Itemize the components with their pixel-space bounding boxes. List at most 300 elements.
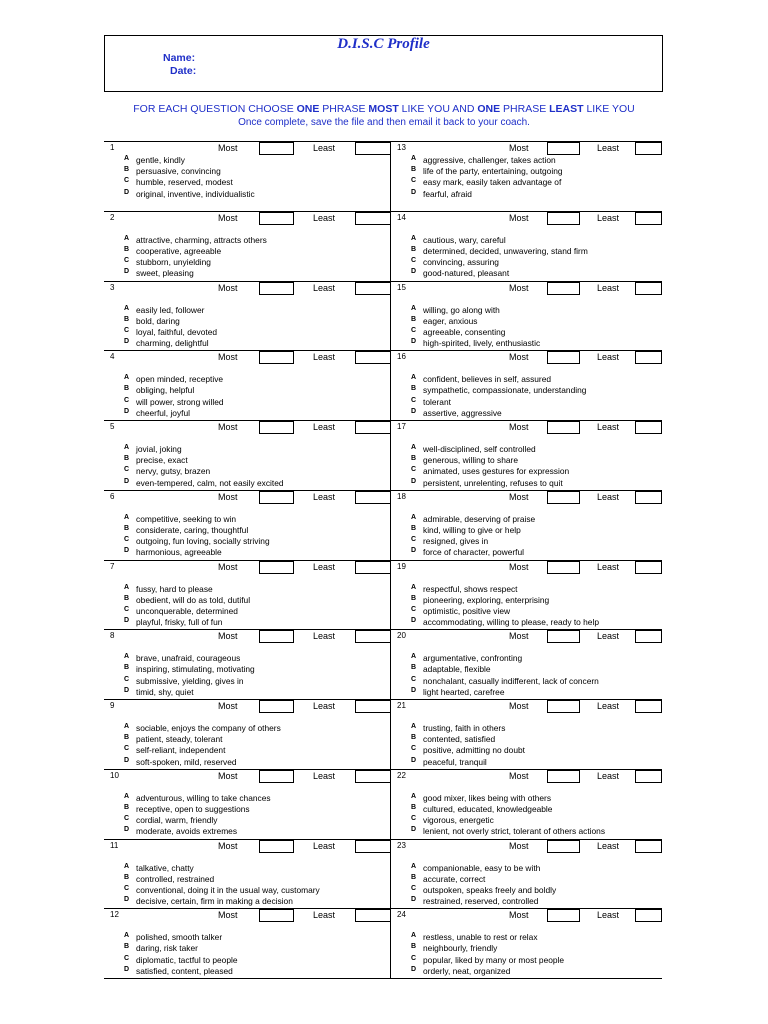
option-text: force of character, powerful: [423, 547, 525, 558]
option-item: [124, 617, 250, 628]
option-item: [411, 189, 563, 200]
options-list: [124, 235, 267, 280]
option-text: easy mark, easily taken advantage of: [423, 177, 562, 188]
option-text: eager, anxious: [423, 315, 478, 326]
least-answer-field[interactable]: [635, 561, 662, 574]
most-answer-field[interactable]: [547, 421, 580, 434]
question-number: 16: [397, 352, 406, 362]
most-answer-field[interactable]: [259, 630, 294, 643]
option-item: [124, 653, 255, 664]
least-answer-field[interactable]: [635, 630, 662, 643]
least-answer-field[interactable]: [355, 421, 391, 434]
least-answer-field[interactable]: [635, 282, 662, 295]
question-block: [391, 491, 662, 561]
most-answer-field[interactable]: [547, 700, 580, 713]
option-item: [411, 874, 556, 885]
option-item: [124, 525, 270, 536]
most-answer-field[interactable]: [547, 142, 580, 155]
option-letter: D: [124, 826, 130, 834]
question-block: [391, 630, 662, 700]
option-item: [411, 687, 599, 698]
option-item: [124, 235, 267, 246]
option-text: conventional, doing it in the usual way, customary: [136, 884, 320, 895]
least-label: Least: [313, 770, 336, 781]
most-label: Most: [218, 352, 238, 363]
most-answer-field[interactable]: [259, 840, 294, 853]
question-number: 10: [110, 770, 119, 780]
option-letter: B: [124, 315, 130, 323]
question-block: [104, 421, 391, 491]
option-item: [124, 466, 284, 477]
least-label: Least: [313, 701, 336, 711]
least-label: Least: [313, 491, 336, 502]
option-letter: D: [124, 407, 130, 415]
question-block: [104, 561, 391, 631]
option-item: [411, 584, 599, 595]
options-list: [411, 793, 605, 838]
option-text: inspiring, stimulating, motivating: [136, 664, 255, 675]
question-number: 12: [110, 910, 119, 920]
option-letter: B: [411, 943, 417, 951]
option-text: adaptable, flexible: [423, 664, 491, 675]
least-label: Least: [597, 422, 620, 432]
instruction-subline: Once complete, save the file and then email it back to your coach.: [238, 117, 530, 128]
least-answer-field[interactable]: [635, 351, 662, 364]
option-text: aggressive, challenger, takes action: [423, 155, 556, 165]
option-letter: C: [411, 605, 417, 613]
option-letter: D: [411, 756, 417, 764]
options-list: [124, 863, 320, 908]
option-item: [411, 316, 540, 327]
most-label: Most: [218, 701, 238, 711]
least-label: Least: [597, 770, 620, 781]
least-answer-field[interactable]: [635, 770, 662, 783]
option-letter: A: [411, 653, 417, 661]
option-letter: D: [411, 268, 417, 276]
option-item: [411, 595, 599, 606]
question-block: [391, 421, 662, 491]
option-letter: A: [124, 862, 130, 870]
most-label: Most: [509, 770, 529, 781]
option-text: decisive, certain, firm in making a decision: [136, 896, 293, 907]
least-answer-field[interactable]: [355, 212, 391, 225]
option-text: unconquerable, determined: [136, 605, 238, 616]
name-label: Name:: [163, 52, 196, 64]
option-letter: A: [124, 155, 130, 162]
option-letter: C: [411, 466, 417, 474]
option-item: [124, 268, 267, 279]
option-item: [411, 525, 535, 536]
option-text: argumentative, confronting: [423, 653, 523, 664]
most-answer-field[interactable]: [259, 212, 294, 225]
most-label: Most: [509, 143, 529, 153]
question-number: 9: [110, 701, 115, 710]
option-letter: D: [411, 686, 417, 694]
least-answer-field[interactable]: [355, 561, 391, 574]
option-text: cultured, educated, knowledgeable: [423, 803, 553, 814]
option-text: will power, strong willed: [136, 396, 224, 407]
option-text: admirable, deserving of praise: [423, 513, 536, 524]
least-answer-field[interactable]: [635, 142, 662, 155]
most-label: Most: [218, 561, 238, 572]
option-letter: D: [124, 965, 130, 973]
option-letter: D: [124, 547, 130, 555]
question-number: 22: [397, 770, 406, 780]
options-list: [124, 374, 224, 419]
option-item: [124, 536, 270, 547]
question-block: [104, 770, 391, 840]
question-number: 14: [397, 212, 406, 222]
option-text: bold, daring: [136, 315, 180, 326]
options-list: [124, 793, 271, 838]
option-item: [411, 793, 605, 804]
option-item: [411, 653, 599, 664]
option-item: [124, 374, 224, 385]
option-text: self-reliant, independent: [136, 745, 226, 756]
option-item: [411, 327, 540, 338]
option-item: [124, 595, 250, 606]
option-text: polished, smooth talker: [136, 932, 223, 943]
option-item: [411, 466, 569, 477]
question-block: [104, 630, 391, 700]
option-letter: C: [411, 396, 417, 404]
option-item: [124, 397, 224, 408]
most-answer-field[interactable]: [259, 351, 294, 364]
least-answer-field[interactable]: [635, 421, 662, 434]
option-text: positive, admitting no doubt: [423, 745, 525, 756]
option-item: [411, 338, 540, 349]
question-number: 2: [110, 212, 115, 222]
option-item: [411, 896, 556, 907]
question-block: [391, 282, 662, 352]
option-text: attractive, charming, attracts others: [136, 234, 267, 245]
least-label: Least: [313, 282, 336, 293]
most-answer-field[interactable]: [547, 909, 580, 922]
most-label: Most: [509, 561, 529, 572]
option-text: competitive, seeking to win: [136, 513, 237, 524]
option-item: [411, 444, 569, 455]
most-label: Most: [218, 422, 238, 432]
option-item: [124, 863, 320, 874]
question-block: [391, 909, 662, 979]
option-item: [411, 385, 586, 396]
option-text: brave, unafraid, courageous: [136, 653, 241, 664]
option-letter: C: [124, 396, 130, 404]
most-label: Most: [509, 212, 529, 223]
options-list: [124, 653, 255, 698]
option-text: outspoken, speaks freely and boldly: [423, 884, 557, 895]
option-item: [411, 863, 556, 874]
most-answer-field[interactable]: [259, 282, 294, 295]
option-letter: C: [124, 326, 130, 334]
option-item: [411, 955, 564, 966]
option-text: soft-spoken, mild, reserved: [136, 756, 237, 767]
option-text: jovial, joking: [136, 444, 182, 454]
option-text: agreeable, consenting: [423, 326, 506, 337]
most-answer-field[interactable]: [259, 561, 294, 574]
options-list: [411, 932, 564, 977]
option-letter: B: [411, 803, 417, 811]
option-item: [124, 745, 281, 756]
option-letter: A: [411, 444, 417, 451]
option-text: easily led, follower: [136, 304, 205, 315]
option-item: [124, 826, 271, 837]
most-answer-field[interactable]: [259, 491, 294, 504]
least-answer-field[interactable]: [355, 700, 391, 713]
instruction-line: FOR EACH QUESTION CHOOSE ONE PHRASE MOST LIKE YOU AND ONE PHRASE LEAST LIKE YOU: [133, 103, 635, 115]
most-label: Most: [509, 422, 529, 432]
most-label: Most: [218, 491, 238, 502]
most-answer-field[interactable]: [259, 700, 294, 713]
least-answer-field[interactable]: [355, 491, 391, 504]
option-text: neighbourly, friendly: [423, 943, 498, 954]
options-list: [411, 863, 556, 908]
option-text: loyal, faithful, devoted: [136, 326, 218, 337]
option-text: animated, uses gestures for expression: [423, 466, 570, 477]
option-item: [411, 943, 564, 954]
most-answer-field[interactable]: [259, 770, 294, 783]
least-label: Least: [597, 282, 620, 293]
option-item: [411, 547, 535, 558]
option-letter: D: [411, 547, 417, 555]
option-item: [124, 793, 271, 804]
option-letter: C: [411, 815, 417, 823]
most-answer-field[interactable]: [547, 840, 580, 853]
options-list: [411, 723, 525, 768]
least-answer-field[interactable]: [635, 212, 662, 225]
question-number: 23: [397, 840, 406, 850]
option-letter: A: [411, 513, 417, 521]
question-number: 1: [110, 143, 115, 152]
options-list: [411, 374, 586, 419]
question-block: [104, 700, 391, 770]
question-block: [391, 351, 662, 421]
question-block: [391, 561, 662, 631]
option-letter: C: [124, 466, 130, 474]
least-answer-field[interactable]: [635, 700, 662, 713]
least-answer-field[interactable]: [355, 840, 391, 853]
option-item: [411, 932, 564, 943]
least-label: Least: [597, 910, 620, 921]
option-letter: A: [411, 304, 417, 312]
option-letter: B: [124, 734, 130, 742]
option-item: [124, 444, 284, 455]
least-answer-field[interactable]: [355, 770, 391, 783]
option-letter: B: [124, 245, 130, 253]
option-text: sociable, enjoys the company of others: [136, 723, 281, 733]
option-text: orderly, neat, organized: [423, 965, 511, 976]
option-item: [411, 268, 588, 279]
option-letter: C: [124, 815, 130, 823]
option-text: moderate, avoids extremes: [136, 826, 238, 837]
question-block: [391, 700, 662, 770]
least-answer-field[interactable]: [355, 351, 391, 364]
question-block: [104, 142, 391, 212]
option-letter: A: [124, 304, 130, 312]
option-item: [124, 885, 320, 896]
option-letter: C: [124, 257, 130, 265]
option-item: [411, 257, 588, 268]
most-answer-field[interactable]: [547, 491, 580, 504]
most-answer-field[interactable]: [547, 351, 580, 364]
option-text: nonchalant, casually indifferent, lack of concern: [423, 675, 599, 686]
option-text: considerate, caring, thoughtful: [136, 524, 249, 535]
option-text: well-disciplined, self controlled: [423, 444, 536, 454]
question-number: 11: [110, 840, 119, 850]
option-item: [124, 734, 281, 745]
option-text: satisfied, content, pleased: [136, 965, 233, 976]
option-letter: A: [124, 792, 130, 800]
most-label: Most: [218, 631, 238, 642]
most-answer-field[interactable]: [547, 770, 580, 783]
question-block: [391, 212, 662, 282]
option-letter: B: [411, 245, 417, 253]
options-list: [124, 723, 281, 768]
option-item: [124, 664, 255, 675]
option-text: cheerful, joyful: [136, 407, 190, 418]
option-item: [411, 815, 605, 826]
option-item: [124, 547, 270, 558]
option-letter: B: [124, 594, 130, 602]
most-answer-field[interactable]: [547, 561, 580, 574]
option-letter: B: [124, 524, 130, 532]
option-letter: B: [411, 873, 417, 881]
option-letter: C: [411, 884, 417, 892]
option-text: accurate, correct: [423, 873, 486, 884]
option-letter: A: [411, 723, 417, 730]
least-answer-field[interactable]: [355, 630, 391, 643]
option-text: gentle, kindly: [136, 155, 185, 165]
least-label: Least: [313, 631, 336, 642]
option-letter: D: [411, 338, 417, 346]
option-item: [411, 155, 563, 166]
least-label: Least: [597, 352, 620, 363]
least-answer-field[interactable]: [355, 282, 391, 295]
least-label: Least: [597, 561, 620, 572]
least-answer-field[interactable]: [635, 491, 662, 504]
option-letter: A: [124, 653, 130, 661]
least-answer-field[interactable]: [355, 909, 391, 922]
most-label: Most: [509, 631, 529, 642]
most-answer-field[interactable]: [259, 142, 294, 155]
option-text: outgoing, fun loving, socially striving: [136, 536, 270, 547]
most-label: Most: [218, 840, 238, 851]
option-letter: D: [124, 268, 130, 276]
option-item: [411, 664, 599, 675]
most-answer-field[interactable]: [547, 212, 580, 225]
option-item: [411, 177, 563, 188]
option-letter: B: [411, 594, 417, 602]
option-text: controlled, restrained: [136, 873, 215, 884]
question-block: [391, 840, 662, 910]
options-list: [124, 155, 255, 200]
option-item: [411, 676, 599, 687]
option-item: [411, 478, 569, 489]
question-number: 19: [397, 561, 406, 571]
least-answer-field[interactable]: [635, 840, 662, 853]
option-text: obliging, helpful: [136, 385, 195, 396]
option-item: [124, 804, 271, 815]
option-letter: A: [411, 583, 417, 591]
least-answer-field[interactable]: [355, 142, 391, 155]
least-label: Least: [313, 422, 336, 432]
option-text: light hearted, carefree: [423, 686, 505, 697]
option-text: original, inventive, individualistic: [136, 188, 255, 199]
least-label: Least: [597, 840, 620, 851]
option-text: convincing, assuring: [423, 257, 499, 268]
option-text: peaceful, tranquil: [423, 756, 487, 767]
least-label: Least: [597, 143, 620, 153]
option-item: [411, 166, 563, 177]
option-text: respectful, shows respect: [423, 583, 518, 594]
option-item: [411, 804, 605, 815]
most-answer-field[interactable]: [547, 630, 580, 643]
option-text: determined, decided, unwavering, stand firm: [423, 245, 588, 256]
option-text: harmonious, agreeable: [136, 547, 222, 558]
option-item: [124, 966, 238, 977]
option-text: even-tempered, calm, not easily excited: [136, 477, 284, 488]
options-list: [411, 514, 535, 559]
question-number: 8: [110, 631, 115, 641]
most-answer-field[interactable]: [547, 282, 580, 295]
least-label: Least: [313, 143, 336, 153]
question-block: [104, 282, 391, 352]
option-text: trusting, faith in others: [423, 723, 506, 733]
option-item: [124, 757, 281, 768]
option-item: [124, 606, 250, 617]
option-item: [124, 385, 224, 396]
option-letter: B: [124, 873, 130, 881]
option-item: [124, 874, 320, 885]
option-text: daring, risk taker: [136, 943, 198, 954]
options-list: [411, 155, 563, 200]
option-text: charming, delightful: [136, 338, 209, 349]
most-answer-field[interactable]: [259, 909, 294, 922]
option-text: assertive, aggressive: [423, 407, 502, 418]
option-item: [124, 246, 267, 257]
option-item: [411, 826, 605, 837]
option-letter: C: [124, 884, 130, 892]
least-answer-field[interactable]: [635, 909, 662, 922]
question-number: 21: [397, 701, 406, 710]
most-label: Most: [509, 491, 529, 502]
option-text: lenient, not overly strict, tolerant of others actions: [423, 826, 606, 837]
option-text: tolerant: [423, 396, 451, 407]
header-box: [104, 35, 663, 92]
option-text: talkative, chatty: [136, 862, 194, 873]
option-text: cautious, wary, careful: [423, 234, 506, 245]
option-text: cooperative, agreeable: [136, 245, 222, 256]
option-letter: A: [411, 932, 417, 940]
option-letter: C: [411, 954, 417, 962]
option-text: playful, frisky, full of fun: [136, 617, 223, 628]
option-letter: A: [411, 234, 417, 242]
option-text: confident, believes in self, assured: [423, 374, 552, 385]
most-answer-field[interactable]: [259, 421, 294, 434]
option-letter: D: [124, 617, 130, 625]
option-text: resigned, gives in: [423, 536, 489, 547]
least-label: Least: [313, 840, 336, 851]
option-letter: D: [124, 477, 130, 485]
option-letter: B: [411, 385, 417, 393]
option-item: [411, 617, 599, 628]
option-text: persuasive, convincing: [136, 166, 221, 177]
options-list: [411, 444, 569, 489]
option-letter: A: [411, 374, 417, 382]
option-letter: D: [411, 965, 417, 973]
option-text: accommodating, willing to please, ready to help: [423, 617, 599, 628]
option-item: [411, 536, 535, 547]
